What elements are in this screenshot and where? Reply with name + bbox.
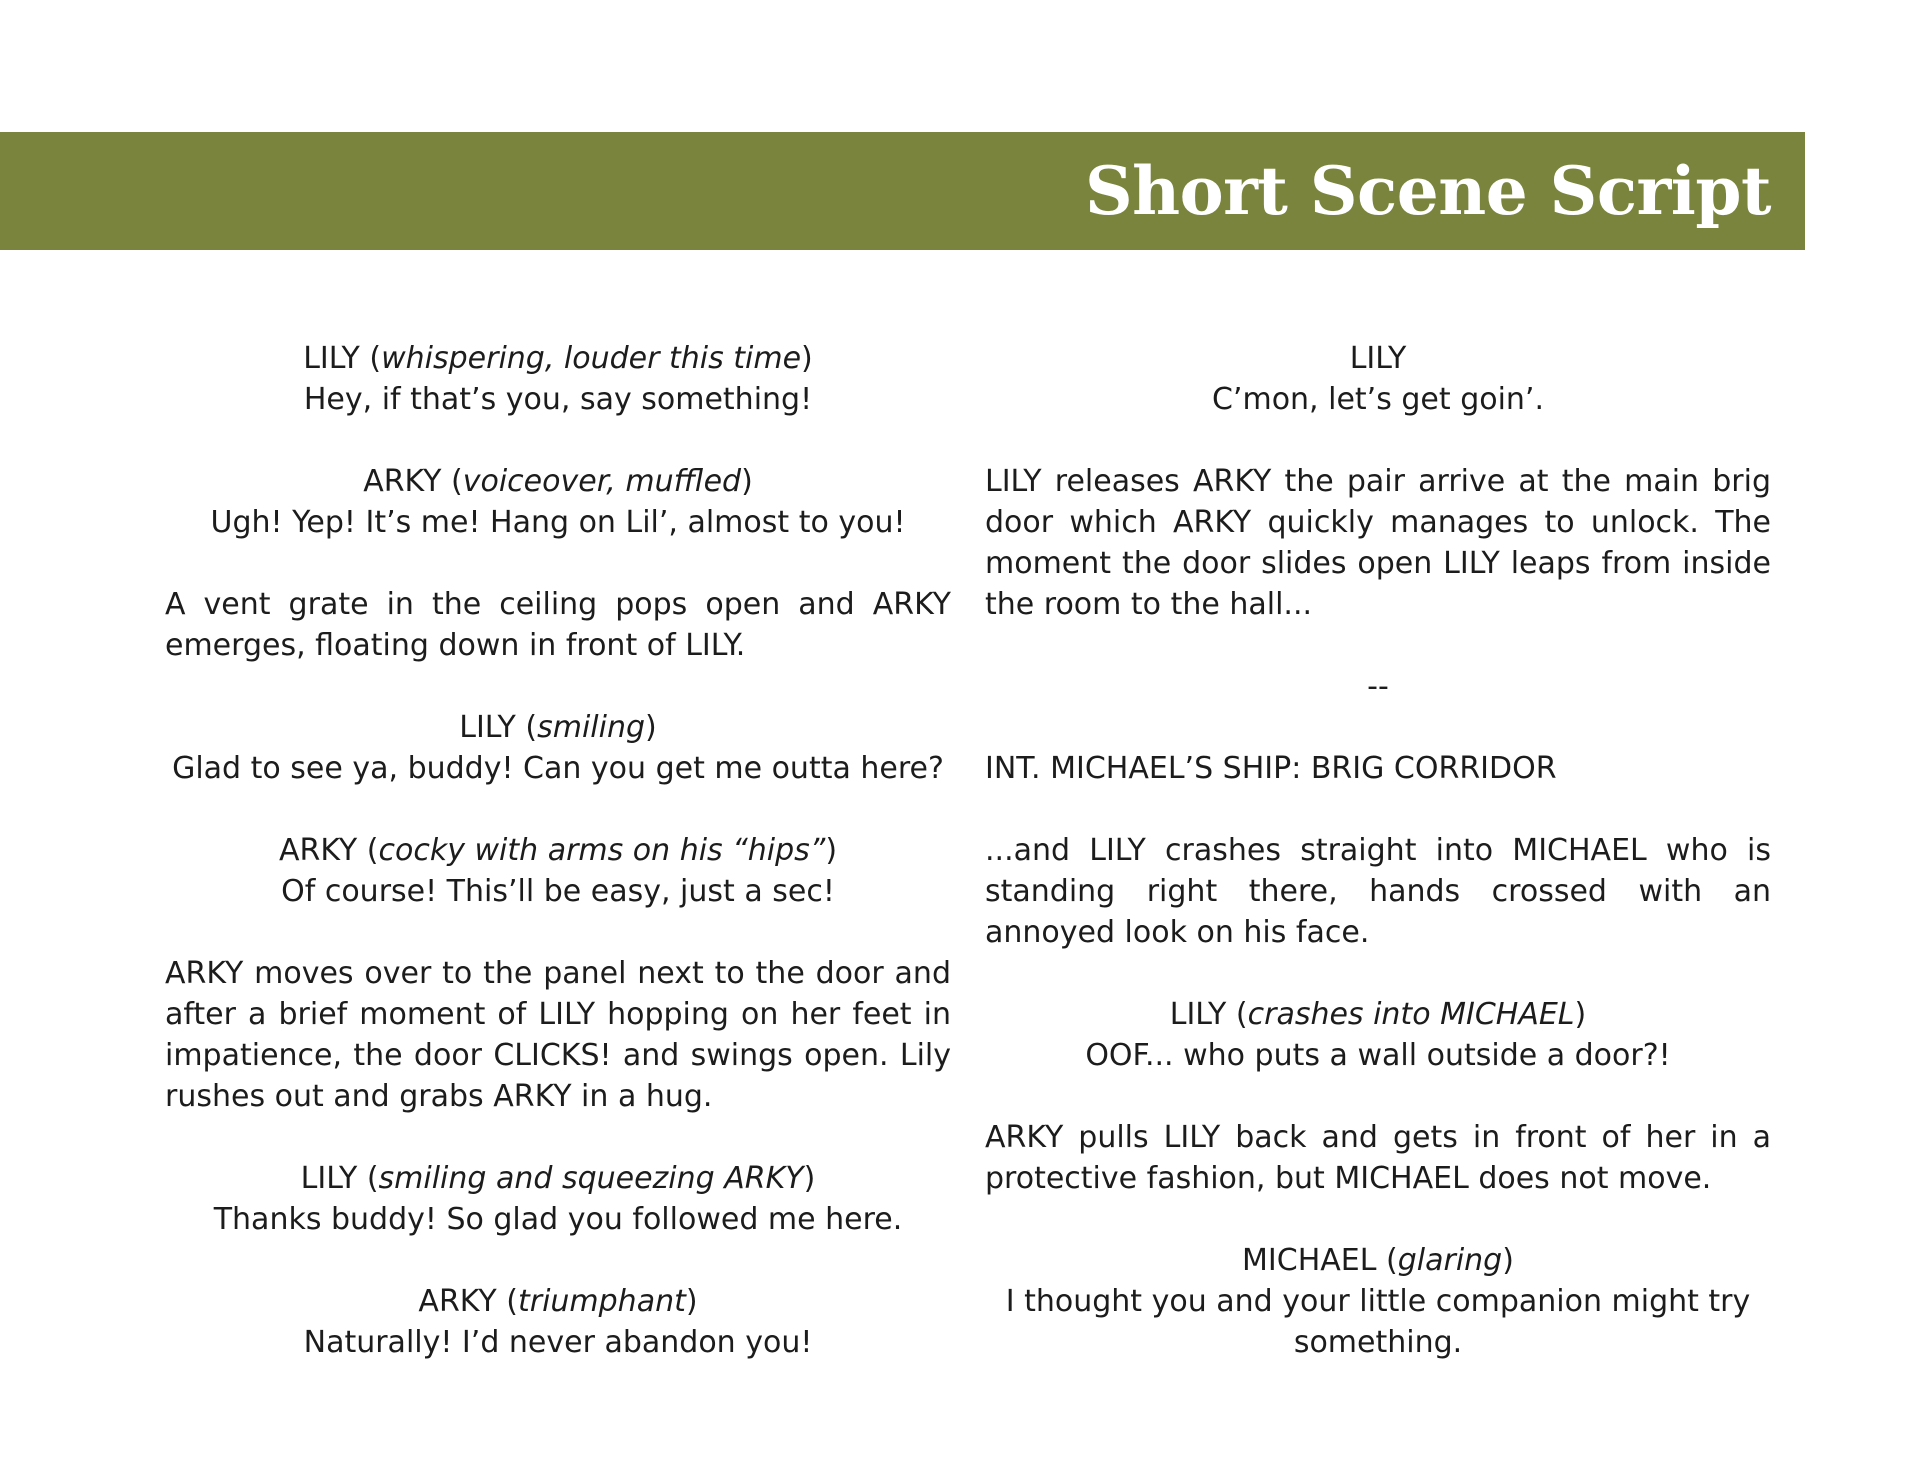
dialogue-block	[165, 338, 951, 420]
character-cue: ARKY (voiceover, muffled)	[363, 464, 753, 499]
character-name: ARKY	[363, 464, 442, 499]
character-cue: MICHAEL (glaring)	[1242, 1243, 1514, 1278]
dialogue-line: I thought you and your little companion might try something.	[1005, 1284, 1751, 1360]
parenthetical: whispering, louder this time	[381, 341, 802, 376]
script-column-right	[985, 338, 1771, 1404]
dialogue-line: C’mon, let’s get goin’.	[1211, 382, 1545, 417]
parenthetical: glaring	[1397, 1243, 1503, 1278]
action-paragraph: ARKY moves over to the panel next to the door and after a brief moment of LILY hopping on her feet in impatience, the door CLICKS! and swings open. Lily rushes out and grabs ARKY in a hug.	[165, 956, 951, 1114]
dialogue-block	[985, 994, 1771, 1076]
character-cue: LILY (smiling)	[459, 710, 657, 745]
character-cue: LILY (whispering, louder this time)	[303, 341, 813, 376]
character-name: MICHAEL	[1242, 1243, 1377, 1278]
character-name: LILY	[459, 710, 516, 745]
dialogue-line: Of course! This’ll be easy, just a sec!	[281, 874, 835, 909]
character-cue: ARKY (cocky with arms on his “hips”)	[278, 833, 838, 868]
character-name: LILY	[303, 341, 360, 376]
parenthetical: cocky with arms on his “hips”	[378, 833, 826, 868]
character-cue: LILY (smiling and squeezing ARKY)	[300, 1161, 816, 1196]
character-name: ARKY	[418, 1284, 497, 1319]
header-band	[0, 132, 1805, 250]
dialogue-block	[985, 338, 1771, 420]
parenthetical: triumphant	[517, 1284, 686, 1319]
dialogue-line: Hey, if that’s you, say something!	[303, 382, 813, 417]
script-column-left	[165, 338, 951, 1404]
dialogue-block	[165, 461, 951, 543]
parenthetical: smiling	[537, 710, 646, 745]
dialogue-line: Glad to see ya, buddy! Can you get me outta here?	[172, 751, 944, 786]
action-paragraph: LILY releases ARKY the pair arrive at the main brig door which ARKY quickly manages to unlock. The moment the door slides open LILY leaps from inside the room to the hall...	[985, 464, 1771, 622]
dialogue-line: Ugh! Yep! It’s me! Hang on Lil’, almost to you!	[210, 505, 906, 540]
parenthetical: smiling and squeezing ARKY	[378, 1161, 804, 1196]
action-paragraph: ARKY pulls LILY back and gets in front of her in a protective fashion, but MICHAEL does not move.	[985, 1120, 1771, 1196]
character-name: ARKY	[278, 833, 358, 868]
page-title: Short Scene Script	[1084, 152, 1771, 230]
dialogue-line: Naturally! I’d never abandon you!	[303, 1325, 813, 1360]
character-name: LILY	[1169, 997, 1227, 1032]
parenthetical: crashes into MICHAEL	[1247, 997, 1575, 1032]
dialogue-block	[165, 1158, 951, 1240]
dialogue-block	[985, 1240, 1771, 1363]
character-cue: ARKY (triumphant)	[418, 1284, 698, 1319]
dialogue-line: Thanks buddy! So glad you followed me here.	[213, 1202, 903, 1237]
character-name: LILY	[1349, 341, 1407, 376]
action-paragraph: ...and LILY crashes straight into MICHAEL who is standing right there, hands crossed with an annoyed look on his face.	[985, 833, 1771, 950]
dialogue-block	[165, 707, 951, 789]
dialogue-block	[165, 1281, 951, 1363]
action-paragraph: A vent grate in the ceiling pops open and ARKY emerges, floating down in front of LILY.	[165, 587, 951, 663]
dialogue-line: OOF... who puts a wall outside a door?!	[1085, 1038, 1671, 1073]
scene-heading: INT. MICHAEL’S SHIP: BRIG CORRIDOR	[985, 751, 1557, 786]
dialogue-block	[165, 830, 951, 912]
parenthetical: voiceover, muffled	[462, 464, 742, 499]
scene-separator: --	[1367, 669, 1389, 704]
character-cue: LILY (crashes into MICHAEL)	[1169, 997, 1587, 1032]
character-name: LILY	[300, 1161, 358, 1196]
